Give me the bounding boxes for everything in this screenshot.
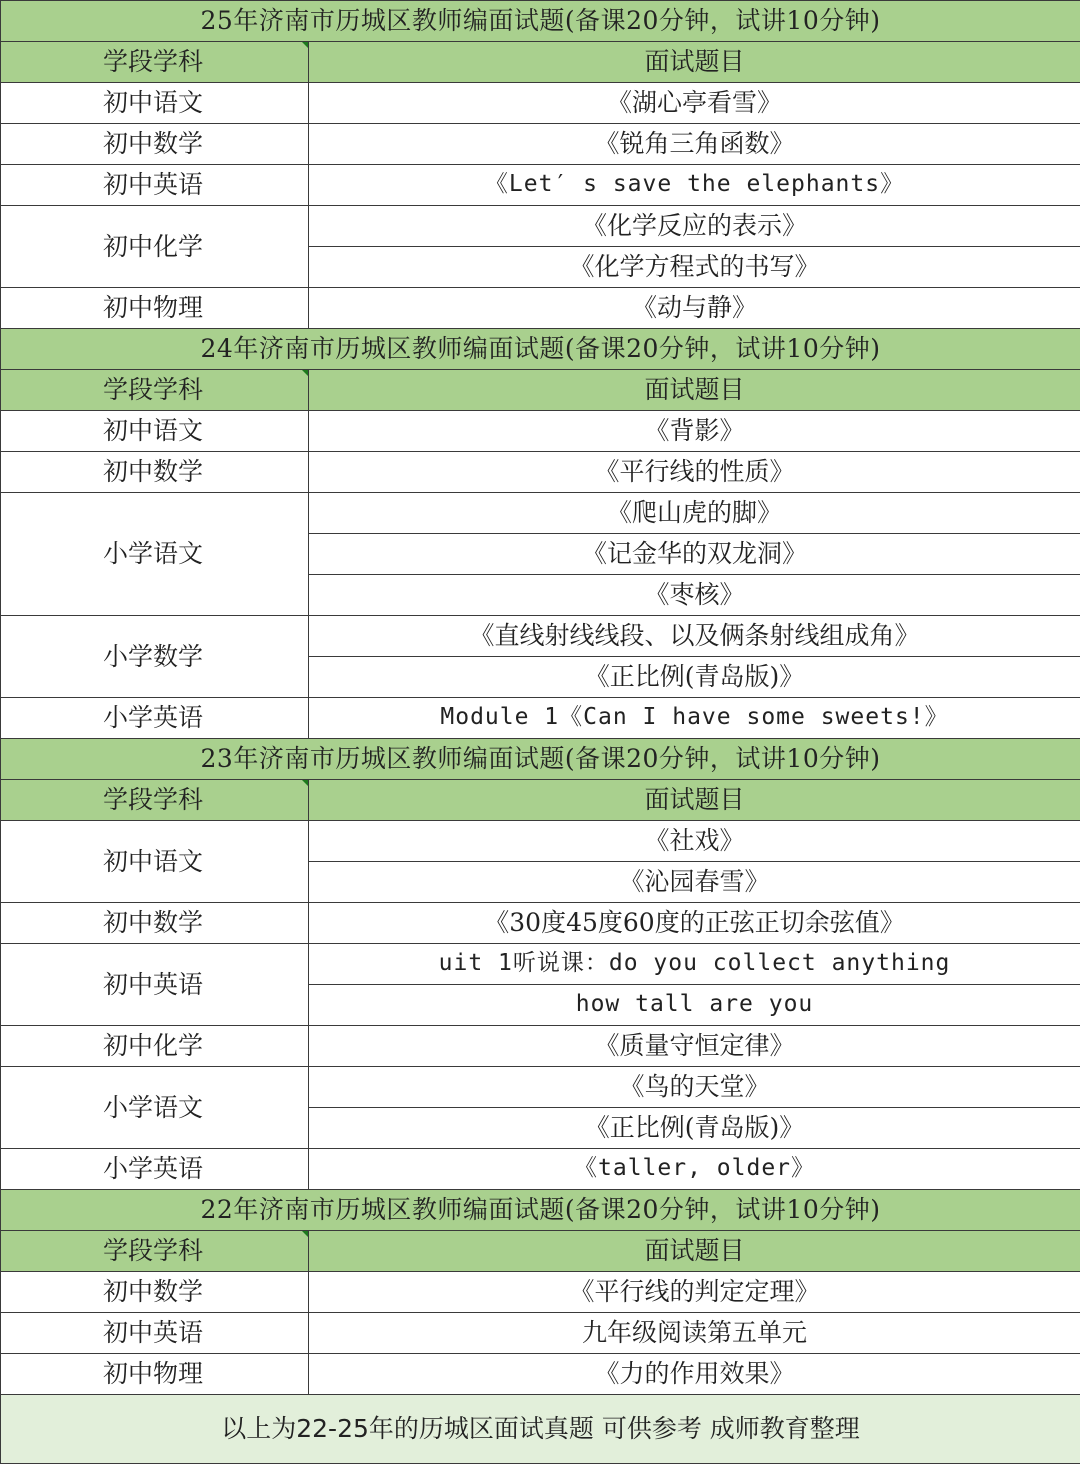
topic-cell: 《平行线的判定定理》	[309, 1272, 1080, 1313]
topic-cell: 《枣核》	[309, 575, 1080, 616]
table-body	[1, 1, 1080, 1464]
footer-row	[1, 1395, 1080, 1464]
table-row	[1, 1272, 1080, 1313]
subject-cell: 初中物理	[1, 1354, 309, 1395]
section-title-row	[1, 1, 1080, 42]
table-row	[1, 1149, 1080, 1190]
subject-cell: 初中语文	[1, 83, 309, 124]
subject-cell: 小学数学	[1, 616, 309, 698]
topic-cell: 《正比例(青岛版)》	[309, 1108, 1080, 1149]
subject-cell: 初中英语	[1, 944, 309, 1026]
subject-cell: 小学语文	[1, 1067, 309, 1149]
topic-cell: 《直线射线线段、以及俩条射线组成角》	[309, 616, 1080, 657]
subject-column-header: 学段学科	[1, 780, 309, 821]
topic-column-header: 面试题目	[309, 780, 1080, 821]
subject-cell: 小学语文	[1, 493, 309, 616]
topic-cell: 《Let′ s save the elephants》	[309, 165, 1080, 206]
topic-cell: 《动与静》	[309, 288, 1080, 329]
topic-cell: 《正比例(青岛版)》	[309, 657, 1080, 698]
subject-cell: 初中数学	[1, 903, 309, 944]
table-row	[1, 206, 1080, 247]
subject-cell: 初中化学	[1, 1026, 309, 1067]
column-header-row	[1, 370, 1080, 411]
table-row	[1, 821, 1080, 862]
topic-cell: 《背影》	[309, 411, 1080, 452]
table-row	[1, 288, 1080, 329]
table-row	[1, 411, 1080, 452]
subject-cell: 初中英语	[1, 165, 309, 206]
subject-column-header: 学段学科	[1, 42, 309, 83]
column-header-row	[1, 780, 1080, 821]
section-title-row	[1, 329, 1080, 370]
table-row	[1, 452, 1080, 493]
table-row	[1, 83, 1080, 124]
column-header-row	[1, 1231, 1080, 1272]
subject-column-header: 学段学科	[1, 370, 309, 411]
topic-cell: how tall are you	[309, 985, 1080, 1026]
section-title-row	[1, 1190, 1080, 1231]
topic-cell: 《化学方程式的书写》	[309, 247, 1080, 288]
topic-cell: 《湖心亭看雪》	[309, 83, 1080, 124]
topic-column-header: 面试题目	[309, 42, 1080, 83]
table-row	[1, 1067, 1080, 1108]
table-row	[1, 1313, 1080, 1354]
topic-cell: 《记金华的双龙洞》	[309, 534, 1080, 575]
table-row	[1, 903, 1080, 944]
subject-cell: 初中英语	[1, 1313, 309, 1354]
table-row	[1, 124, 1080, 165]
subject-column-header: 学段学科	[1, 1231, 309, 1272]
topic-cell: 《质量守恒定律》	[309, 1026, 1080, 1067]
topic-cell: 《平行线的性质》	[309, 452, 1080, 493]
topic-cell: 《化学反应的表示》	[309, 206, 1080, 247]
topic-cell: 《社戏》	[309, 821, 1080, 862]
topic-column-header: 面试题目	[309, 370, 1080, 411]
section-title-row	[1, 739, 1080, 780]
footer-note: 以上为22-25年的历城区面试真题 可供参考 成师教育整理	[1, 1395, 1080, 1464]
table-row	[1, 698, 1080, 739]
topic-cell: 《鸟的天堂》	[309, 1067, 1080, 1108]
column-header-row	[1, 42, 1080, 83]
topic-column-header: 面试题目	[309, 1231, 1080, 1272]
topic-cell: 《力的作用效果》	[309, 1354, 1080, 1395]
table-row	[1, 616, 1080, 657]
table-row	[1, 165, 1080, 206]
table-row	[1, 1026, 1080, 1067]
section-title: 23年济南市历城区教师编面试题(备课20分钟，试讲10分钟)	[1, 739, 1080, 780]
subject-cell: 初中化学	[1, 206, 309, 288]
topic-cell: uit 1听说课：do you collect anything	[309, 944, 1080, 985]
topic-cell: 《30度45度60度的正弦正切余弦值》	[309, 903, 1080, 944]
section-title: 25年济南市历城区教师编面试题(备课20分钟，试讲10分钟)	[1, 1, 1080, 42]
topic-cell: Module 1《Can I have some sweets!》	[309, 698, 1080, 739]
topic-cell: 《taller, older》	[309, 1149, 1080, 1190]
table-row	[1, 944, 1080, 985]
subject-cell: 初中数学	[1, 452, 309, 493]
subject-cell: 初中数学	[1, 124, 309, 165]
subject-cell: 小学英语	[1, 1149, 309, 1190]
subject-cell: 小学英语	[1, 698, 309, 739]
subject-cell: 初中数学	[1, 1272, 309, 1313]
topic-cell: 《沁园春雪》	[309, 862, 1080, 903]
section-title: 24年济南市历城区教师编面试题(备课20分钟，试讲10分钟)	[1, 329, 1080, 370]
topic-cell: 《爬山虎的脚》	[309, 493, 1080, 534]
table-row	[1, 493, 1080, 534]
table-row	[1, 1354, 1080, 1395]
topic-cell: 《锐角三角函数》	[309, 124, 1080, 165]
subject-cell: 初中语文	[1, 821, 309, 903]
section-title: 22年济南市历城区教师编面试题(备课20分钟，试讲10分钟)	[1, 1190, 1080, 1231]
subject-cell: 初中语文	[1, 411, 309, 452]
topic-cell: 九年级阅读第五单元	[309, 1313, 1080, 1354]
subject-cell: 初中物理	[1, 288, 309, 329]
